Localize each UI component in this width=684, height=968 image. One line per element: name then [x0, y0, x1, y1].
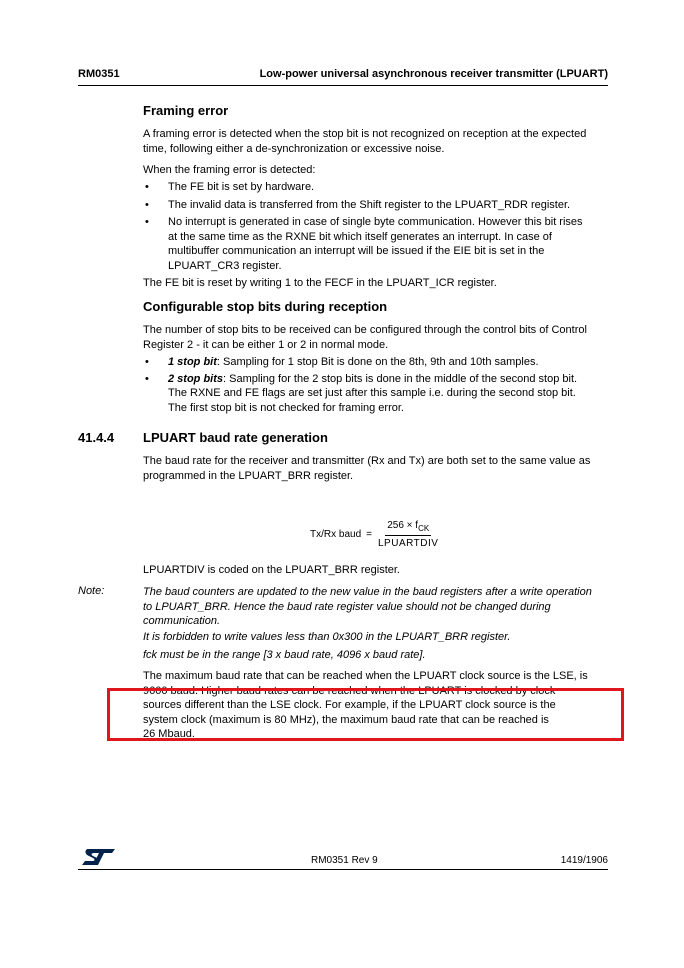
section-p1-line1: The baud rate for the receiver and transmitter (Rx and Tx) are both set to the same value as: [143, 455, 591, 467]
list-item: [143, 355, 608, 370]
bullet-text: The RXNE and FE flags are set just after this sample i.e. during the second stop bit.: [168, 387, 576, 399]
section-body: [143, 454, 608, 483]
stopbits-heading-block: [143, 300, 608, 315]
note-line1: The baud counters are updated to the new value in the baud registers after a write operation: [143, 586, 592, 598]
formula-denominator: LPUARTDIV: [377, 538, 439, 549]
header-rule: [78, 85, 608, 86]
bullet-icon: •: [145, 372, 149, 385]
footer-revision: RM0351 Rev 9: [311, 855, 378, 866]
after-formula-text: LPUARTDIV is coded on the LPUART_BRR register.: [143, 564, 400, 576]
section-number: 41.4.4: [78, 430, 115, 445]
stopbits-bullets: [143, 355, 608, 415]
baud-rate-formula: [310, 520, 438, 549]
maxbaud-line2: 9600 baud. Higher baud rates can be reached when the LPUART is clocked by clock: [143, 684, 556, 697]
framing-p2-block: [143, 163, 608, 178]
framing-p2: When the framing error is detected:: [143, 164, 316, 176]
formula-fraction: [378, 520, 438, 549]
list-item: [143, 372, 608, 416]
bullet-label: 2 stop bits: [168, 372, 224, 385]
framing-p3: The FE bit is reset by writing 1 to the FECF in the LPUART_ICR register.: [143, 277, 497, 289]
list-item: [143, 215, 608, 273]
bullet-icon: •: [145, 216, 149, 228]
maxbaud-line1: The maximum baud rate that can be reached when the LPUART clock source is the LSE, is: [143, 670, 588, 682]
note-line3: communication.: [143, 615, 221, 627]
framing-p3-block: [143, 276, 608, 291]
framing-error-body: [143, 127, 608, 156]
bullet-text: No interrupt is generated in case of single byte communication. However this bit rises: [168, 216, 583, 228]
framing-p1-line2: time, following either a de-synchronization or excessive noise.: [143, 142, 445, 155]
bullet-text: LPUART_CR3 register.: [168, 259, 282, 272]
chapter-title: Low-power universal asynchronous receiver transmitter (LPUART): [259, 68, 608, 80]
note-body: [143, 585, 608, 629]
framing-error-heading: Framing error: [143, 103, 229, 118]
bullet-text: The invalid data is transferred from the Shift register to the LPUART_RDR register.: [168, 198, 571, 211]
bullet-icon: •: [145, 356, 149, 368]
section-p1-line2: programmed in the LPUART_BRR register.: [143, 469, 354, 482]
framing-error-section: [143, 104, 608, 119]
stopbits-body: [143, 323, 608, 352]
stopbits-heading: Configurable stop bits during reception: [143, 299, 388, 314]
formula-lhs: Tx/Rx baud: [310, 529, 362, 540]
note-body-2: [143, 630, 608, 645]
after-formula-block: [143, 563, 608, 578]
bullet-icon: •: [145, 181, 149, 193]
note-line2: to LPUART_BRR. Hence the baud rate register value should not be changed during: [143, 600, 551, 613]
formula-numerator: [385, 520, 431, 536]
highlight-box: [107, 688, 624, 741]
formula-equals: =: [366, 529, 372, 540]
note-body-3: [143, 648, 608, 663]
stopbits-p1-line1: The number of stop bits to be received can be configured through the control bits of Control: [143, 324, 587, 336]
bullet-label: 1 stop bit: [168, 356, 217, 368]
stopbits-p1-line2: Register 2 - it can be either 1 or 2 in normal mode.: [143, 338, 389, 351]
st-logo-icon: [80, 848, 116, 866]
note-line4: It is forbidden to write values less than 0x300 in the LPUART_BRR register.: [143, 631, 511, 643]
numerator-text: 256 × f: [387, 520, 419, 531]
note-label: Note:: [78, 585, 105, 597]
note-line5: fck must be in the range [3 x baud rate, 4096 x baud rate].: [143, 649, 426, 661]
bullet-text: The first stop bit is not checked for framing error.: [168, 401, 404, 414]
bullet-text: : Sampling for 1 stop Bit is done on the 8th, 9th and 10th samples.: [216, 356, 539, 368]
bullet-icon: •: [145, 198, 149, 211]
bullet-text: The FE bit is set by hardware.: [168, 181, 315, 193]
maxbaud-line4: system clock (maximum is 80 MHz), the maximum baud rate that can be reached is: [143, 713, 549, 726]
numerator-subscript: CK: [418, 524, 430, 533]
bullet-text: at the same time as the RXNE bit which itself generates an interrupt. In case of: [168, 230, 552, 243]
section-title: LPUART baud rate generation: [143, 430, 328, 445]
maxbaud-line5: 26 Mbaud.: [143, 728, 195, 740]
framing-p1-line1: A framing error is detected when the stop bit is not recognized on reception at the expected: [143, 128, 587, 140]
footer-rule: [78, 869, 608, 870]
list-item: [143, 198, 608, 213]
bullet-text: multibuffer communication an interrupt will be issued if the EIE bit is set in the: [168, 245, 545, 257]
maxbaud-line3: sources different than the LSE clock. For example, if the LPUART clock source is the: [143, 699, 556, 711]
footer-page-number: 1419/1906: [560, 855, 608, 866]
list-item: [143, 180, 608, 195]
framing-bullets: [143, 180, 608, 273]
doc-id: RM0351: [78, 68, 120, 80]
bullet-text: : Sampling for the 2 stop bits is done in the middle of the second stop bit.: [223, 372, 578, 385]
